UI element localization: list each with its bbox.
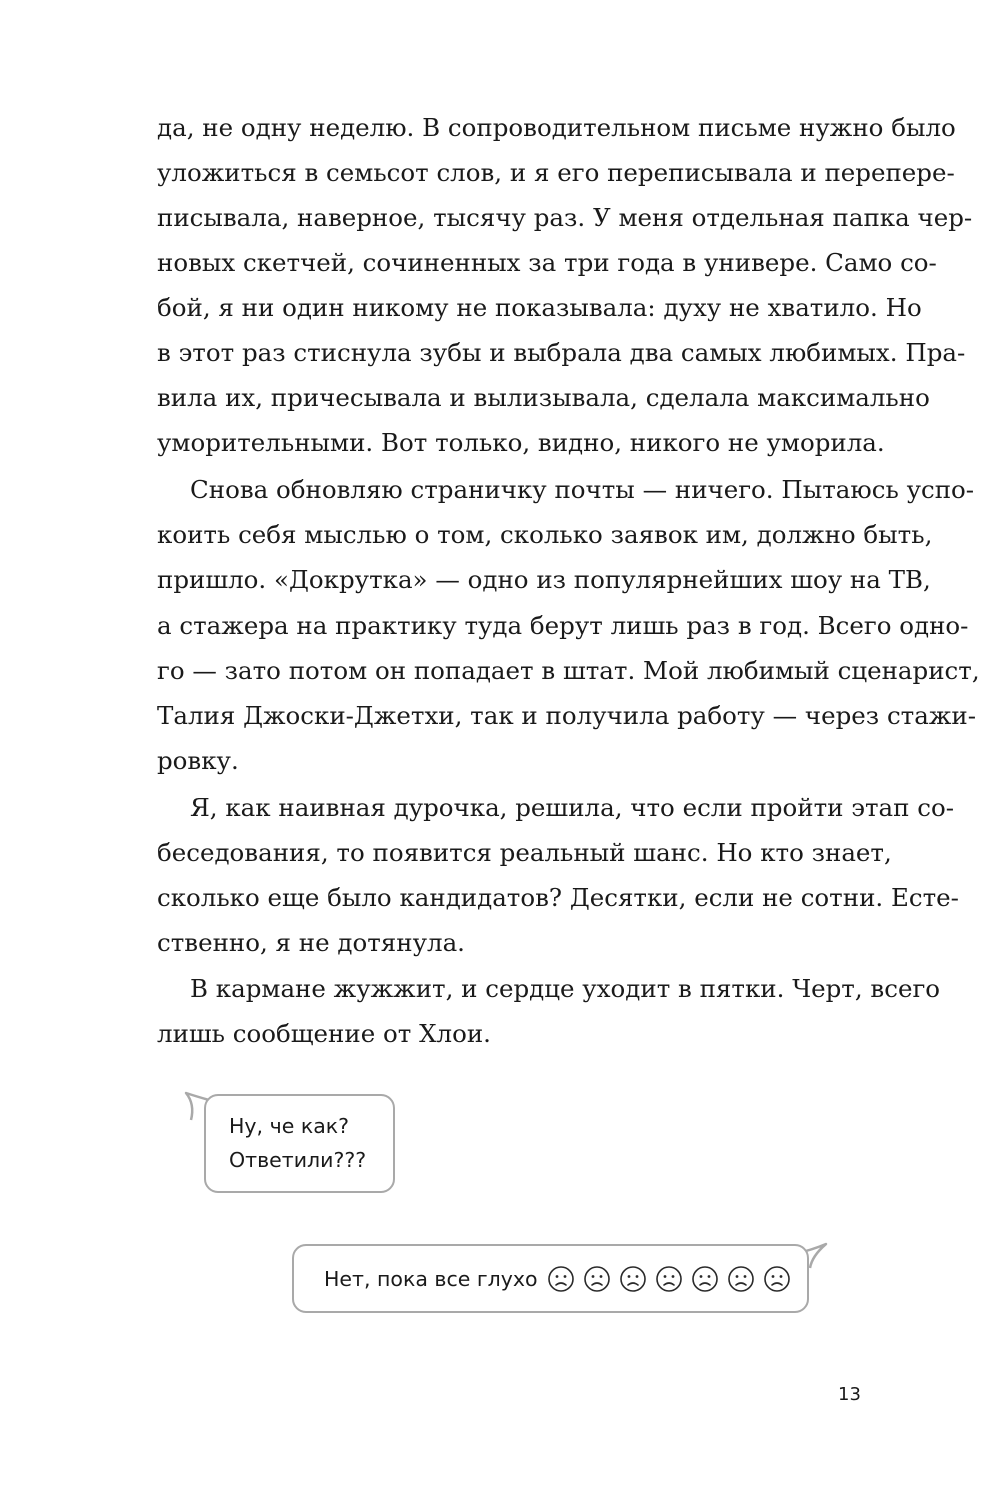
- sad-face-icon: [762, 1264, 792, 1294]
- sad-face-icon: [618, 1264, 648, 1294]
- text-line: а стажера на практику туда берут лишь раз в год. Всего одно-: [157, 611, 969, 640]
- message-line: Ну, че как?: [229, 1114, 350, 1138]
- text-line: бой, я ни один никому не показывала: духу не хватило. Но: [157, 293, 922, 322]
- text-line: да, не одну неделю. В сопроводительном письме нужно было: [157, 113, 956, 142]
- message-text: Нет, пока все глухо: [324, 1266, 538, 1291]
- sad-face-icon: [726, 1264, 756, 1294]
- text-line: вила их, причесывала и вылизывала, сделала максимально: [157, 383, 930, 412]
- text-line: ственно, я не дотянула.: [157, 928, 465, 957]
- text-line: коить себя мыслью о том, сколько заявок им, должно быть,: [157, 520, 933, 549]
- text-line: В кармане жужжит, и сердце уходит в пятки. Черт, всего: [190, 974, 941, 1003]
- sad-face-icon: [546, 1264, 576, 1294]
- text-line: го — зато потом он попадает в штат. Мой любимый сценарист,: [157, 656, 980, 685]
- text-line: Я, как наивная дурочка, решила, что если пройти этап со-: [190, 793, 954, 822]
- incoming-message-bubble: [204, 1094, 395, 1193]
- text-line: Снова обновляю страничку почты — ничего. Пытаюсь успо-: [190, 475, 975, 504]
- text-line: лишь сообщение от Хлои.: [157, 1019, 491, 1048]
- sad-face-icon: [654, 1264, 684, 1294]
- text-line: ровку.: [157, 746, 239, 775]
- outgoing-message-bubble: [292, 1244, 809, 1313]
- page-number: 13: [838, 1384, 861, 1405]
- text-line: беседования, то появится реальный шанс. Но кто знает,: [157, 838, 892, 867]
- sad-face-icon: [582, 1264, 612, 1294]
- text-line: писывала, наверное, тысячу раз. У меня отдельная папка чер-: [157, 203, 973, 232]
- text-line: пришло. «Докрутка» — одно из популярнейших шоу на ТВ,: [157, 565, 931, 594]
- emoji-row: [546, 1264, 792, 1294]
- text-line: новых скетчей, сочиненных за три года в универе. Само со-: [157, 248, 937, 277]
- message-line: Ответили???: [229, 1148, 367, 1172]
- sad-face-icon: [690, 1264, 720, 1294]
- text-line: уложиться в семьсот слов, и я его переписывала и перепере-: [157, 158, 955, 187]
- text-line: уморительными. Вот только, видно, никого не уморила.: [157, 428, 885, 457]
- text-line: сколько еще было кандидатов? Десятки, если не сотни. Есте-: [157, 883, 959, 912]
- text-line: в этот раз стиснула зубы и выбрала два самых любимых. Пра-: [157, 338, 966, 367]
- text-line: Талия Джоски-Джетхи, так и получила работу — через стажи-: [157, 701, 976, 730]
